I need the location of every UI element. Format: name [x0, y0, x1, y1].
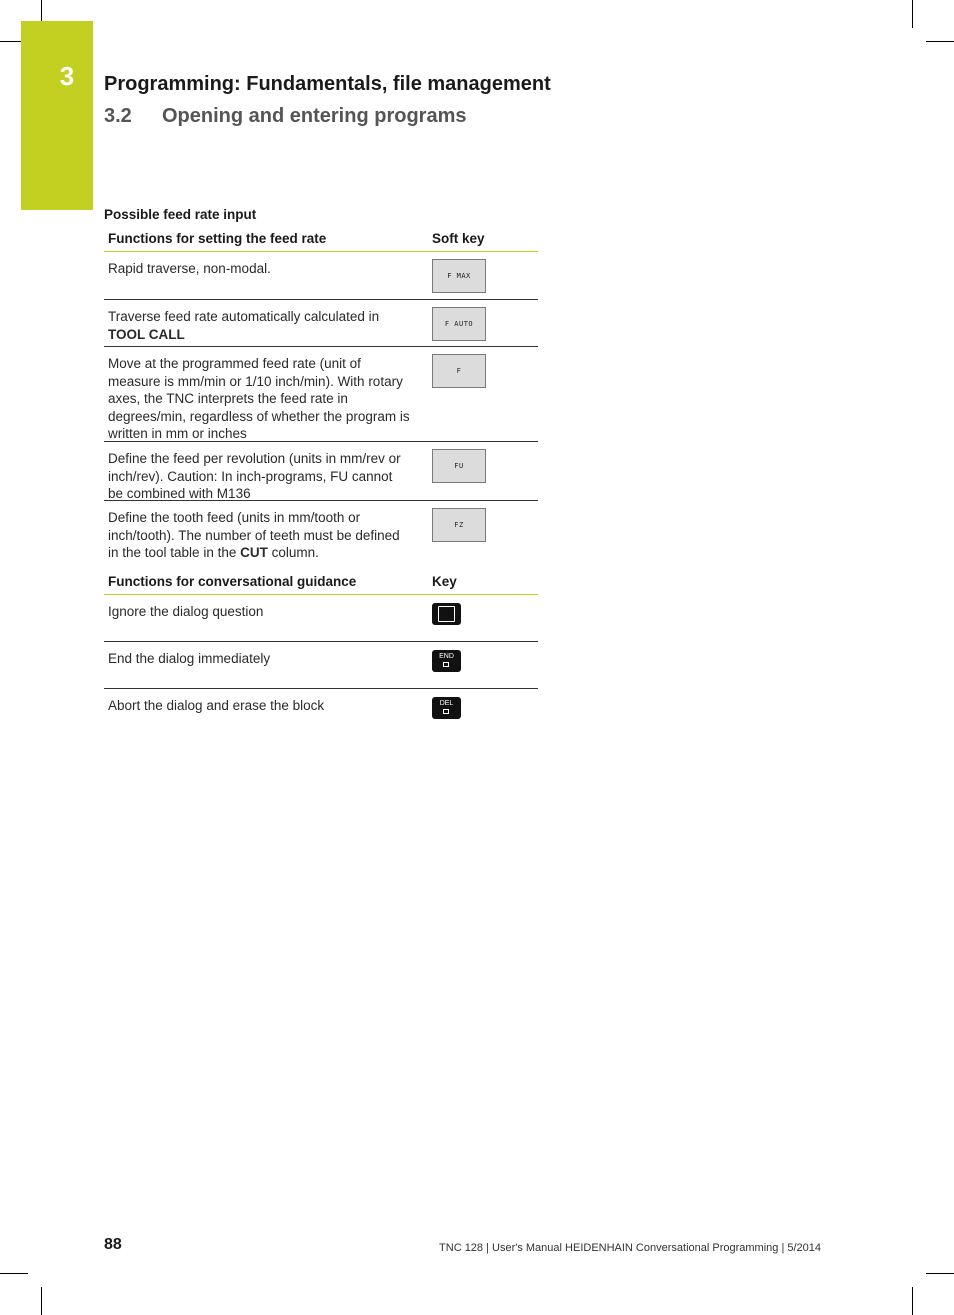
feed-rate-table — [104, 230, 538, 561]
column-header-key: Soft key — [432, 231, 485, 246]
table-row — [104, 689, 538, 736]
table-row — [104, 595, 538, 642]
crop-mark — [926, 41, 954, 42]
chapter-number: 3 — [59, 61, 75, 91]
fmax-softkey[interactable]: F MAX — [432, 259, 486, 293]
crop-mark — [926, 1273, 954, 1274]
chapter-title: Programming: Fundamentals, file management — [104, 73, 551, 95]
row-description: Abort the dialog and erase the block — [108, 698, 325, 713]
end-key-icon[interactable]: END — [432, 650, 461, 672]
row-description: Define the feed per revolution (units in mm/rev or inch/rev). Caution: In inch-programs, FU cannot be combined with M136 — [108, 451, 401, 502]
crop-mark — [912, 0, 913, 28]
crop-mark — [41, 1287, 42, 1315]
table-row — [104, 501, 538, 561]
crop-mark — [912, 1287, 913, 1315]
fz-softkey[interactable]: FZ — [432, 508, 486, 542]
page-number: 88 — [104, 1236, 122, 1253]
del-key-icon[interactable]: DEL — [432, 697, 461, 719]
no-ent-key-icon[interactable] — [432, 603, 461, 625]
section-title: Opening and entering programs — [162, 105, 467, 127]
section-number: 3.2 — [104, 105, 132, 127]
row-description: Rapid traverse, non-modal. — [108, 261, 271, 276]
fu-softkey[interactable]: FU — [432, 449, 486, 483]
table-header — [104, 230, 538, 252]
column-header-key: Key — [432, 574, 457, 589]
row-description: Traverse feed rate automatically calculated in TOOL CALL — [108, 309, 380, 342]
row-description: Ignore the dialog question — [108, 604, 264, 619]
feed-rate-heading: Possible feed rate input — [104, 207, 257, 222]
table-row — [104, 300, 538, 347]
f-softkey[interactable]: F — [432, 354, 486, 388]
crop-mark — [0, 1273, 28, 1274]
table-header — [104, 573, 538, 595]
table-row — [104, 642, 538, 689]
fauto-softkey[interactable]: F AUTO — [432, 307, 486, 341]
chapter-tab — [21, 21, 93, 210]
footer-text: TNC 128 | User's Manual HEIDENHAIN Conversational Programming | 5/2014 — [439, 1242, 821, 1254]
row-description: Define the tooth feed (units in mm/tooth or inch/tooth). The number of teeth must be defined in the tool table in the CUT column. — [108, 510, 400, 561]
dialog-table — [104, 573, 538, 736]
column-header-function: Functions for conversational guidance — [108, 574, 357, 589]
table-row — [104, 442, 538, 501]
column-header-function: Functions for setting the feed rate — [108, 231, 327, 246]
table-row — [104, 252, 538, 300]
table-row — [104, 347, 538, 442]
row-description: End the dialog immediately — [108, 651, 271, 666]
row-description: Move at the programmed feed rate (unit of measure is mm/min or 1/10 inch/min). With rotary axes, the TNC interprets the feed rate in degrees/min, regardless of whether the program is written in mm or inches — [108, 356, 410, 442]
